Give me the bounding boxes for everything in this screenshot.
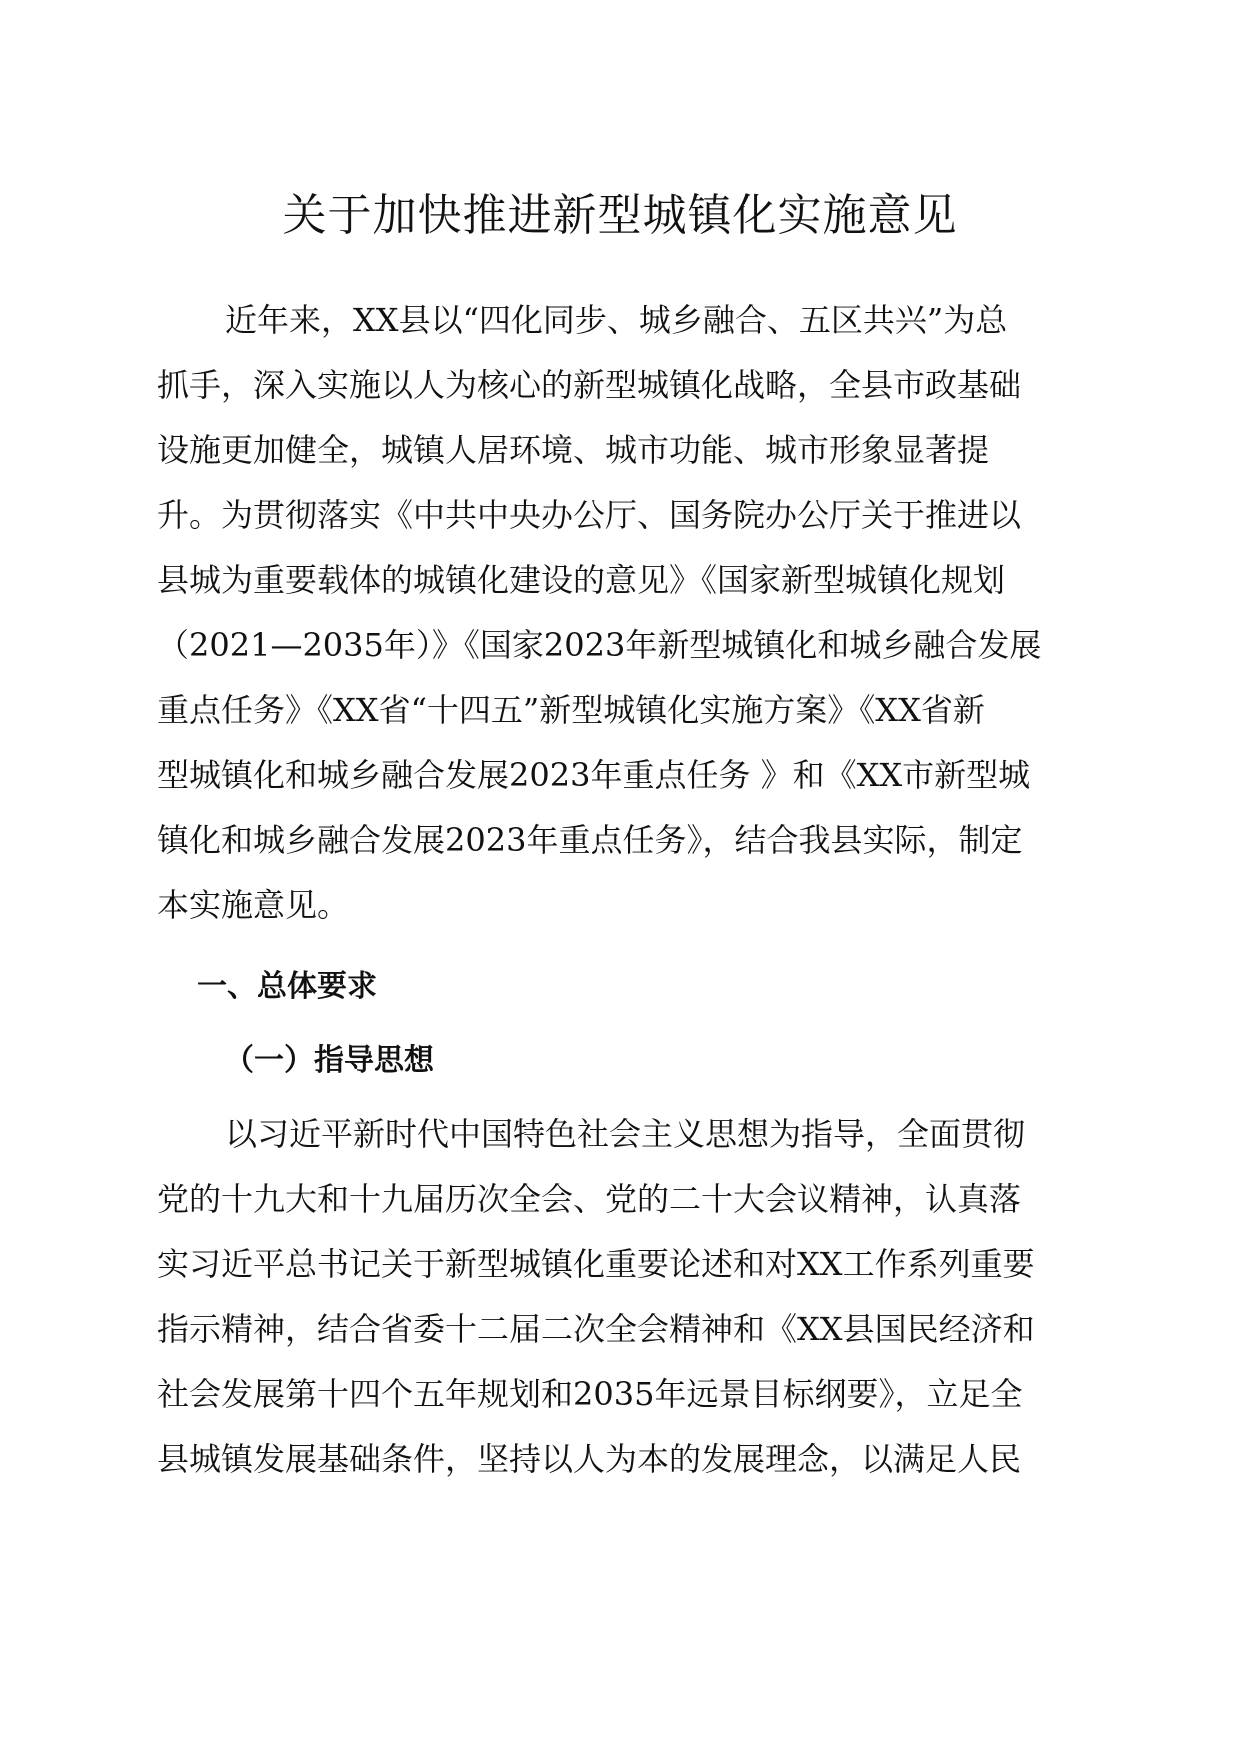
paragraph-line: 镇化和城乡融合发展2023年重点任务》，结合我县实际，制定 xyxy=(157,821,1023,859)
section-heading: 一、总体要求 xyxy=(197,969,377,1004)
paragraph-line: 型城镇化和城乡融合发展2023年重点任务 》和《XX市新型城 xyxy=(157,756,1031,794)
paragraph-line: 升。为贯彻落实《中共中央办公厅、国务院办公厅关于推进以 xyxy=(157,496,1022,534)
paragraph-line: 指示精神，结合省委十二届二次全会精神和《XX县国民经济和 xyxy=(157,1310,1035,1348)
document-title: 关于加快推进新型城镇化实施意见 xyxy=(282,190,958,241)
paragraph-line: （2021—2035年）》《国家2023年新型城镇化和城乡融合发展 xyxy=(157,626,1042,664)
paragraph-line: 抓手，深入实施以人为核心的新型城镇化战略，全县市政基础 xyxy=(157,366,1022,404)
paragraph-line: 县城为重要载体的城镇化建设的意见》《国家新型城镇化规划 xyxy=(157,561,1006,599)
subsection-heading: （一）指导思想 xyxy=(224,1043,434,1078)
paragraph-line: 实习近平总书记关于新型城镇化重要论述和对XX工作系列重要 xyxy=(157,1245,1035,1283)
paragraph-line: 县城镇发展基础条件，坚持以人为本的发展理念，以满足人民 xyxy=(157,1440,1022,1478)
paragraph-line: 社会发展第十四个五年规划和2035年远景目标纲要》，立足全 xyxy=(157,1375,1023,1413)
paragraph-line: 设施更加健全，城镇人居环境、城市功能、城市形象显著提 xyxy=(157,431,990,469)
paragraph-line: 近年来，XX县以“四化同步、城乡融合、五区共兴”为总 xyxy=(225,301,1008,339)
paragraph-line: 重点任务》《XX省“十四五”新型城镇化实施方案》《XX省新 xyxy=(157,691,985,729)
paragraph-line: 以习近平新时代中国特色社会主义思想为指导，全面贯彻 xyxy=(225,1115,1026,1153)
paragraph-line: 党的十九大和十九届历次全会、党的二十大会议精神，认真落 xyxy=(157,1180,1022,1218)
intro-paragraph xyxy=(157,288,1087,938)
guiding-paragraph xyxy=(157,1102,1087,1492)
paragraph-line: 本实施意见。 xyxy=(157,886,350,924)
